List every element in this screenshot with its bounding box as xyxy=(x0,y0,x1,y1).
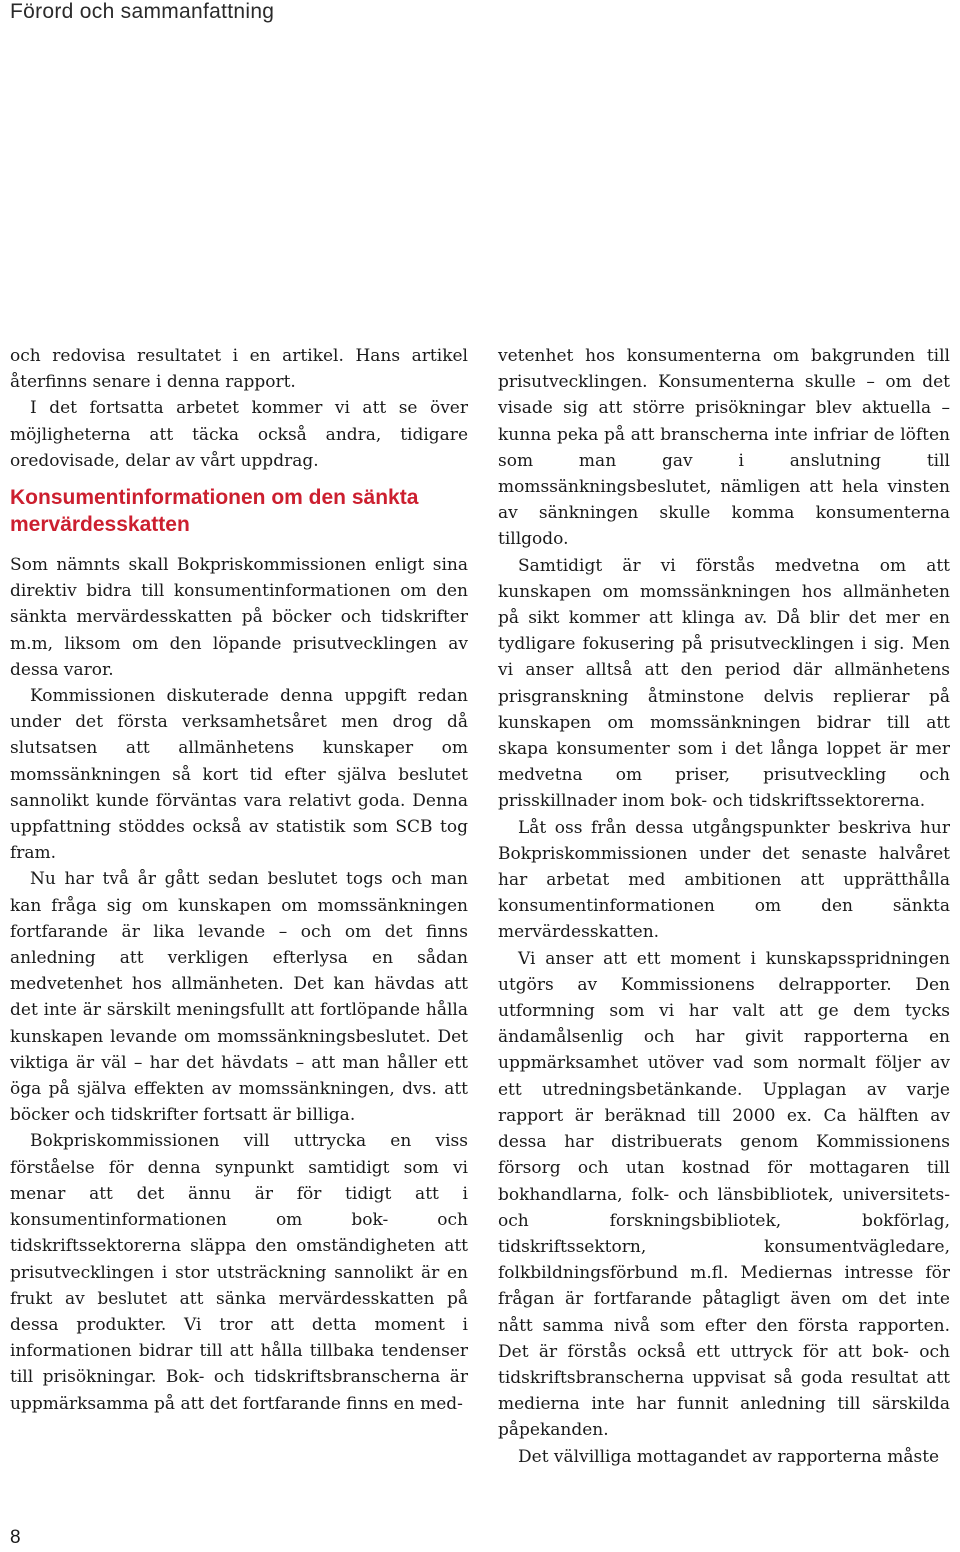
paragraph: I det fortsatta arbetet kommer vi att se över möjligheterna att täcka också andra, tidigare oredovisade, delar av vårt uppdrag. xyxy=(10,398,468,471)
paragraph: Samtidigt är vi förstås medvetna om att kunskapen om momssänkningen hos allmänheten på sikt kommer att klinga av. Då blir det mer en tydligare fokusering på prisutvecklingen i sig. Men vi anser alltså att den period där allmänhetens prisgranskning åtminstone delvis replierar på kunskapen om momssänkningen bidrar till att skapa konsumenter som i det långa loppet är mer medvetna om priser, prisutveckling och prisskillnader inom bok- och tidskriftssektorerna. xyxy=(498,555,950,812)
paragraph: Låt oss från dessa utgångspunkter beskriva hur Bokpriskommissionen under det senaste halvåret har arbetat med ambitionen att upprätthålla konsumentinformationen om den sänkta mervärdesskatten. xyxy=(498,817,950,943)
paragraph: Bokpriskommissionen vill uttrycka en viss förståelse för denna synpunkt samtidigt som vi menar att det ännu är för tidigt att i konsumentinformationen om bok- och tidskriftssektorerna släppa den omständigheten att prisutvecklingen i stor utsträckning sannolikt är en frukt av beslutet att sänka mervärdesskatten på dessa produkter. Vi tror att detta moment i informationen bidrar till att hålla tillbaka tendenser till prisökningar. Bok- och tidskriftsbranscherna är uppmärksamma på att det fortfarande finns en med- xyxy=(10,1131,468,1414)
paragraph: och redovisa resultatet i en artikel. Hans artikel återfinns senare i denna rapport. xyxy=(10,346,468,393)
running-header: Förord och sammanfattning xyxy=(10,0,275,23)
paragraph: Nu har två år gått sedan beslutet togs och man kan fråga sig om kunskapen om momssänkningen fortfarande är lika levande – och om det finns anledning att verkligen efterlysa en sådan medvetenhet hos allmänheten. Det kan hävdas att det inte är särskilt meningsfullt att fortlöpande hålla kunskapen levande om momssänkningsbeslutet. Det viktiga är väl – har det hävdats – att man håller ett öga på själva effekten av momssänkningen, dvs. att böcker och tidskrifter fortsatt är billiga. xyxy=(10,869,468,1126)
paragraph: vetenhet hos konsumenterna om bakgrunden till prisutvecklingen. Konsumenterna skulle – om det visade sig att större prisökningar blev aktuella – kunna peka på att branscherna inte infriar de löften som man gav i anslutning till momssänkningsbeslutet, nämligen att hela vinsten av sänkningen skulle komma konsumenterna tillgodo. xyxy=(498,346,950,550)
right-column xyxy=(498,343,950,1470)
paragraph: Vi anser att ett moment i kunskapsspridningen utgörs av Kommissionens delrapporter. Den utformning som vi har valt att ge dem tycks ändamålsenlig och har givit rapporterna en uppmärksamhet utöver vad som normalt följer av ett utredningsbetänkande. Upplagan av varje rapport är beräknad till 2000 ex. Ca hälften av dessa har distribuerats genom Kommissionens försorg och utan kostnad för mottagaren till bokhandlarna, folk- och länsbibliotek, universitets- och forskningsbibliotek, bokförlag, tidskriftssektorn, konsumentvägledare, folkbildningsförbund m.fl. Mediernas intresse för frågan är fortfarande påtagligt även om det inte nått samma nivå som efter den första rapporten. Det är förstås också ett uttryck för att bok- och tidskriftsbranscherna uppvisat så goda resultat att medierna inte har funnit anledning till särskilda påpekanden. xyxy=(498,948,950,1441)
paragraph: Kommissionen diskuterade denna uppgift redan under det första verksamhetsåret men drog då slutsatsen att allmänhetens kunskaper om momssänkningen så kort tid efter själva beslutet sannolikt kunde förväntas vara relativt goda. Denna uppfattning stöddes också av statistik som SCB tog fram. xyxy=(10,686,468,864)
section-heading: Konsumentinformationen om den sänkta mervärdesskatten xyxy=(10,486,419,537)
page-number: 8 xyxy=(10,1527,21,1548)
paragraph: Som nämnts skall Bokpriskommissionen enligt sina direktiv bidra till konsumentinformationen om den sänkta mervärdesskatten på böcker och tidskrifter m.m, liksom om den löpande prisutvecklingen av dessa varor. xyxy=(10,555,468,680)
paragraph: Det välvilliga mottagandet av rapporterna måste xyxy=(518,1446,940,1467)
left-column xyxy=(10,343,468,1417)
